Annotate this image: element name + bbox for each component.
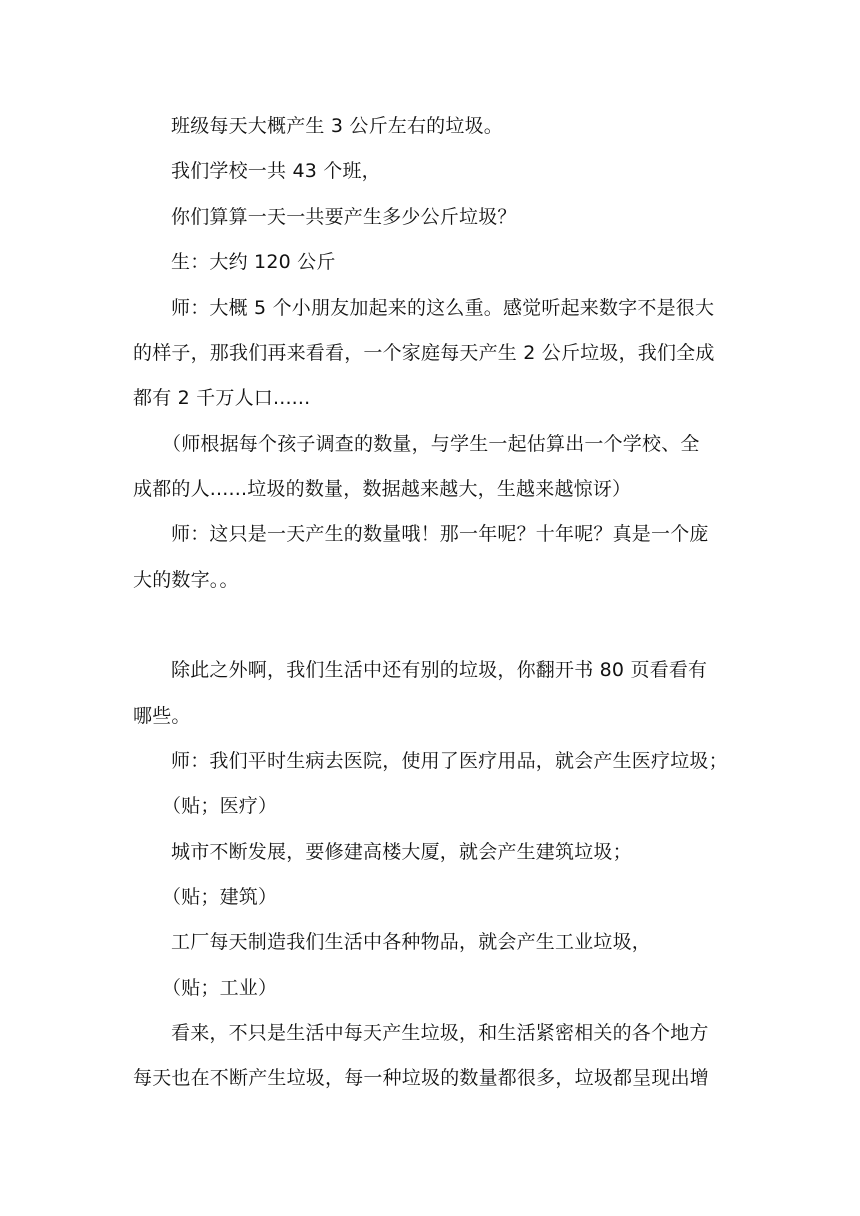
text-line: 生：大约 120 公斤 bbox=[171, 251, 336, 273]
text-line: 工厂每天制造我们生活中各种物品，就会产生工业垃圾， bbox=[171, 931, 652, 953]
text-line: 每天也在不断产生垃圾，每一种垃圾的数量都很多，垃圾都呈现出增 bbox=[133, 1067, 710, 1089]
text-line: 的样子，那我们再来看看，一个家庭每天产生 2 公斤垃圾，我们全成 bbox=[133, 342, 715, 364]
text-line: （贴；工业） bbox=[162, 977, 278, 999]
text-line: 城市不断发展，要修建高楼大厦，就会产生建筑垃圾； bbox=[171, 841, 632, 863]
text-line: 师：大概 5 个小朋友加起来的这么重。感觉听起来数字不是很大 bbox=[171, 297, 715, 319]
text-line: 师：我们平时生病去医院，使用了医疗用品，就会产生医疗垃圾； bbox=[171, 750, 728, 772]
text-line: 班级每天大概产生 3 公斤左右的垃圾。 bbox=[171, 115, 503, 137]
text-line: 哪些。 bbox=[133, 705, 191, 727]
text-line: 我们学校一共 43 个班， bbox=[171, 160, 381, 182]
text-line: 成都的人......垃圾的数量，数据越来越大，生越来越惊讶） bbox=[133, 478, 632, 500]
text-line: （贴；医疗） bbox=[162, 795, 278, 817]
text-line: 看来，不只是生活中每天产生垃圾，和生活紧密相关的各个地方 bbox=[171, 1022, 709, 1044]
text-line: （贴；建筑） bbox=[162, 886, 278, 908]
text-line: 除此之外啊，我们生活中还有别的垃圾，你翻开书 80 页看看有 bbox=[171, 659, 708, 681]
text-line: 师：这只是一天产生的数量哦！那一年呢？十年呢？真是一个庞 bbox=[171, 523, 709, 545]
text-line: 你们算算一天一共要产生多少公斤垃圾？ bbox=[171, 206, 517, 228]
text-line: （师根据每个孩子调查的数量，与学生一起估算出一个学校、全 bbox=[162, 433, 700, 455]
text-line: 都有 2 千万人口...... bbox=[133, 387, 311, 409]
text-line: 大的数字。。 bbox=[133, 569, 239, 591]
